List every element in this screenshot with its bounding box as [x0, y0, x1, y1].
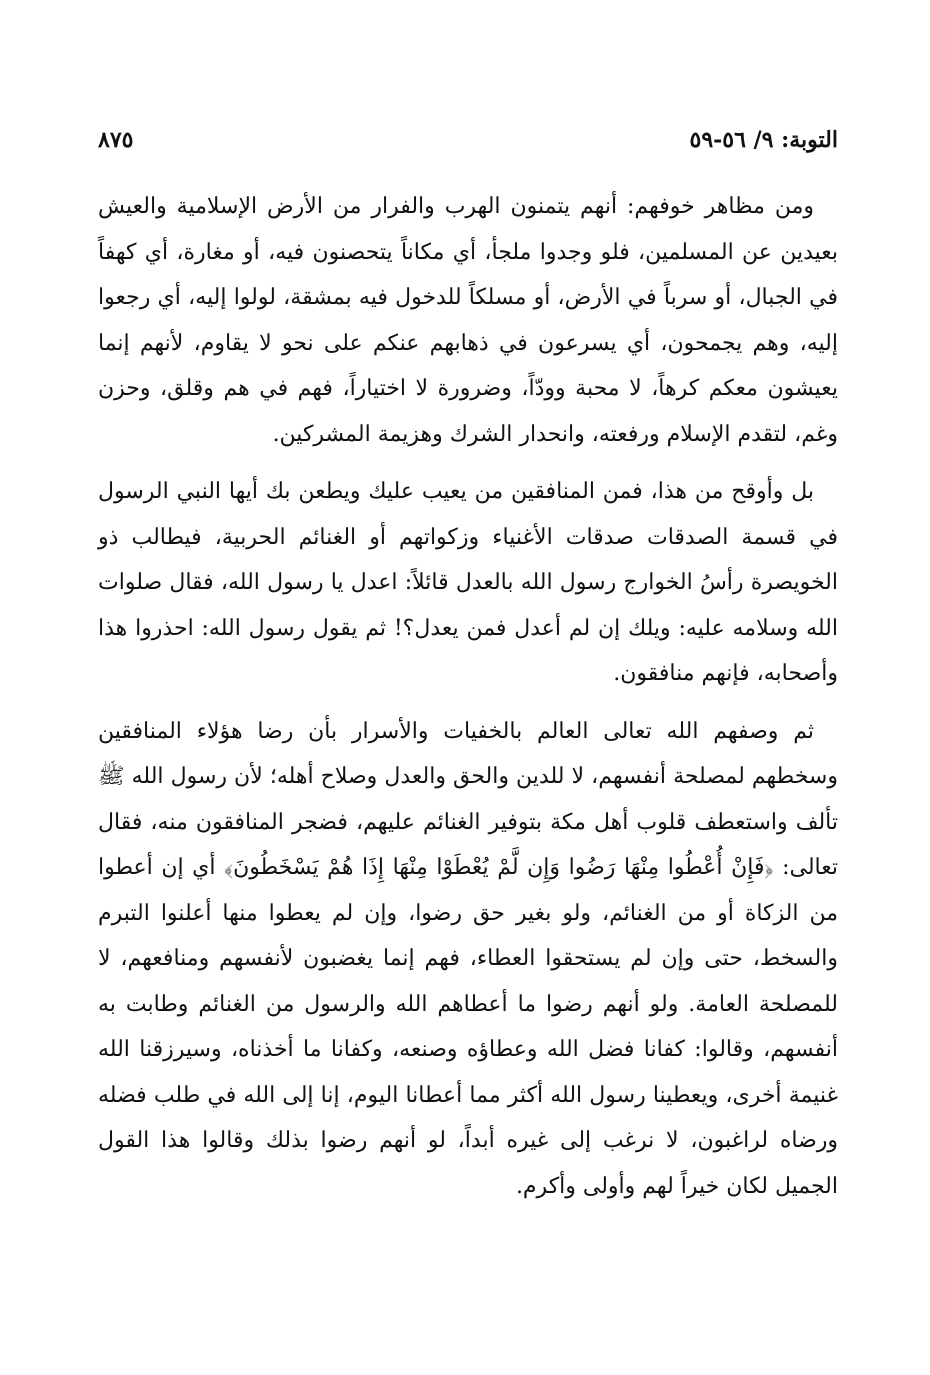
paragraph-2: بل وأوقح من هذا، فمن المنافقين من يعيب عليك ويطعن بك أيها النبي الرسول في قسمة الصدقات صدقات الأغنياء وزكواتهم أو الغنائم الحربية، فيطالب ذو الخويصرة رأسُ الخوارج رسول الله بالعدل قائلاً: اعدل يا رسول الله، فقال صلوات الله وسلامه عليه: ويلك إن لم أعدل فمن يعدل؟! ثم يقول رسول الله: احذروا هذا وأصحابه، فإنهم منافقون.	[98, 479, 838, 686]
paragraph-1: ومن مظاهر خوفهم: أنهم يتمنون الهرب والفرار من الأرض الإسلامية والعيش بعيدين عن المسلمين، فلو وجدوا ملجأ، أي مكاناً يتحصنون فيه، أو مغارة، أي كهفاً في الجبال، أو سرباً في الأرض، أو مسلكاً للدخول فيه بمشقة، لولوا إليه، أي رجعوا إليه، وهم يجمحون، أي يسرعون في ذهابهم عنكم على نحو لا يقاوم، لأنهم إنما يعيشون معكم كرهاً، لا محبة وودّاً، وضرورة لا اختياراً، فهم في هم وقلق، وحزن وغم، لتقدم الإسلام ورفعته، وانحدار الشرك وهزيمة المشركين.	[98, 194, 838, 447]
surah-reference: التوبة: ٩/ ٥٦-٥٩	[689, 127, 838, 153]
paragraph-3: ثم وصفهم الله تعالى العالم بالخفيات والأسرار بأن رضا هؤلاء المنافقين وسخطهم لمصلحة أنفسهم، لا للدين والحق والعدل وصلاح أهله؛ لأن رسول الله ﷺ تألف واستعطف قلوب أهل مكة بتوفير الغنائم عليهم، فضجر المنافقون منه، فقال تعالى: ﴿فَإِنْ أُعْطُوا مِنْهَا رَضُوا وَإِن لَّمْ يُعْطَوْا مِنْهَا إِذَا هُمْ يَسْخَطُونَ﴾ أي إن أعطوا من الزكاة أو من الغنائم، ولو بغير حق رضوا، وإن لم يعطوا منها أعلنوا التبرم والسخط، حتى وإن لم يستحقوا العطاء، فهم إنما يغضبون لأنفسهم ومنافعهم، لا للمصلحة العامة. ولو أنهم رضوا ما أعطاهم الله والرسول من الغنائم وطابت به أنفسهم، وقالوا: كفانا فضل الله وعطاؤه وصنعه، وكفانا ما أخذناه، وسيرزقنا الله غنيمة أخرى، ويعطينا رسول الله أكثر مما أعطانا اليوم، إنا إلى الله في طلب فضله ورضاه لراغبون، لا نرغب إلى غيره أبداً، لو أنهم رضوا بذلك وقالوا هذا القول الجميل لكان خيراً لهم وأولى وأكرم.	[98, 718, 838, 1199]
running-header	[98, 120, 838, 160]
body-text	[98, 184, 838, 1209]
page-number: ٨٧٥	[98, 127, 134, 153]
